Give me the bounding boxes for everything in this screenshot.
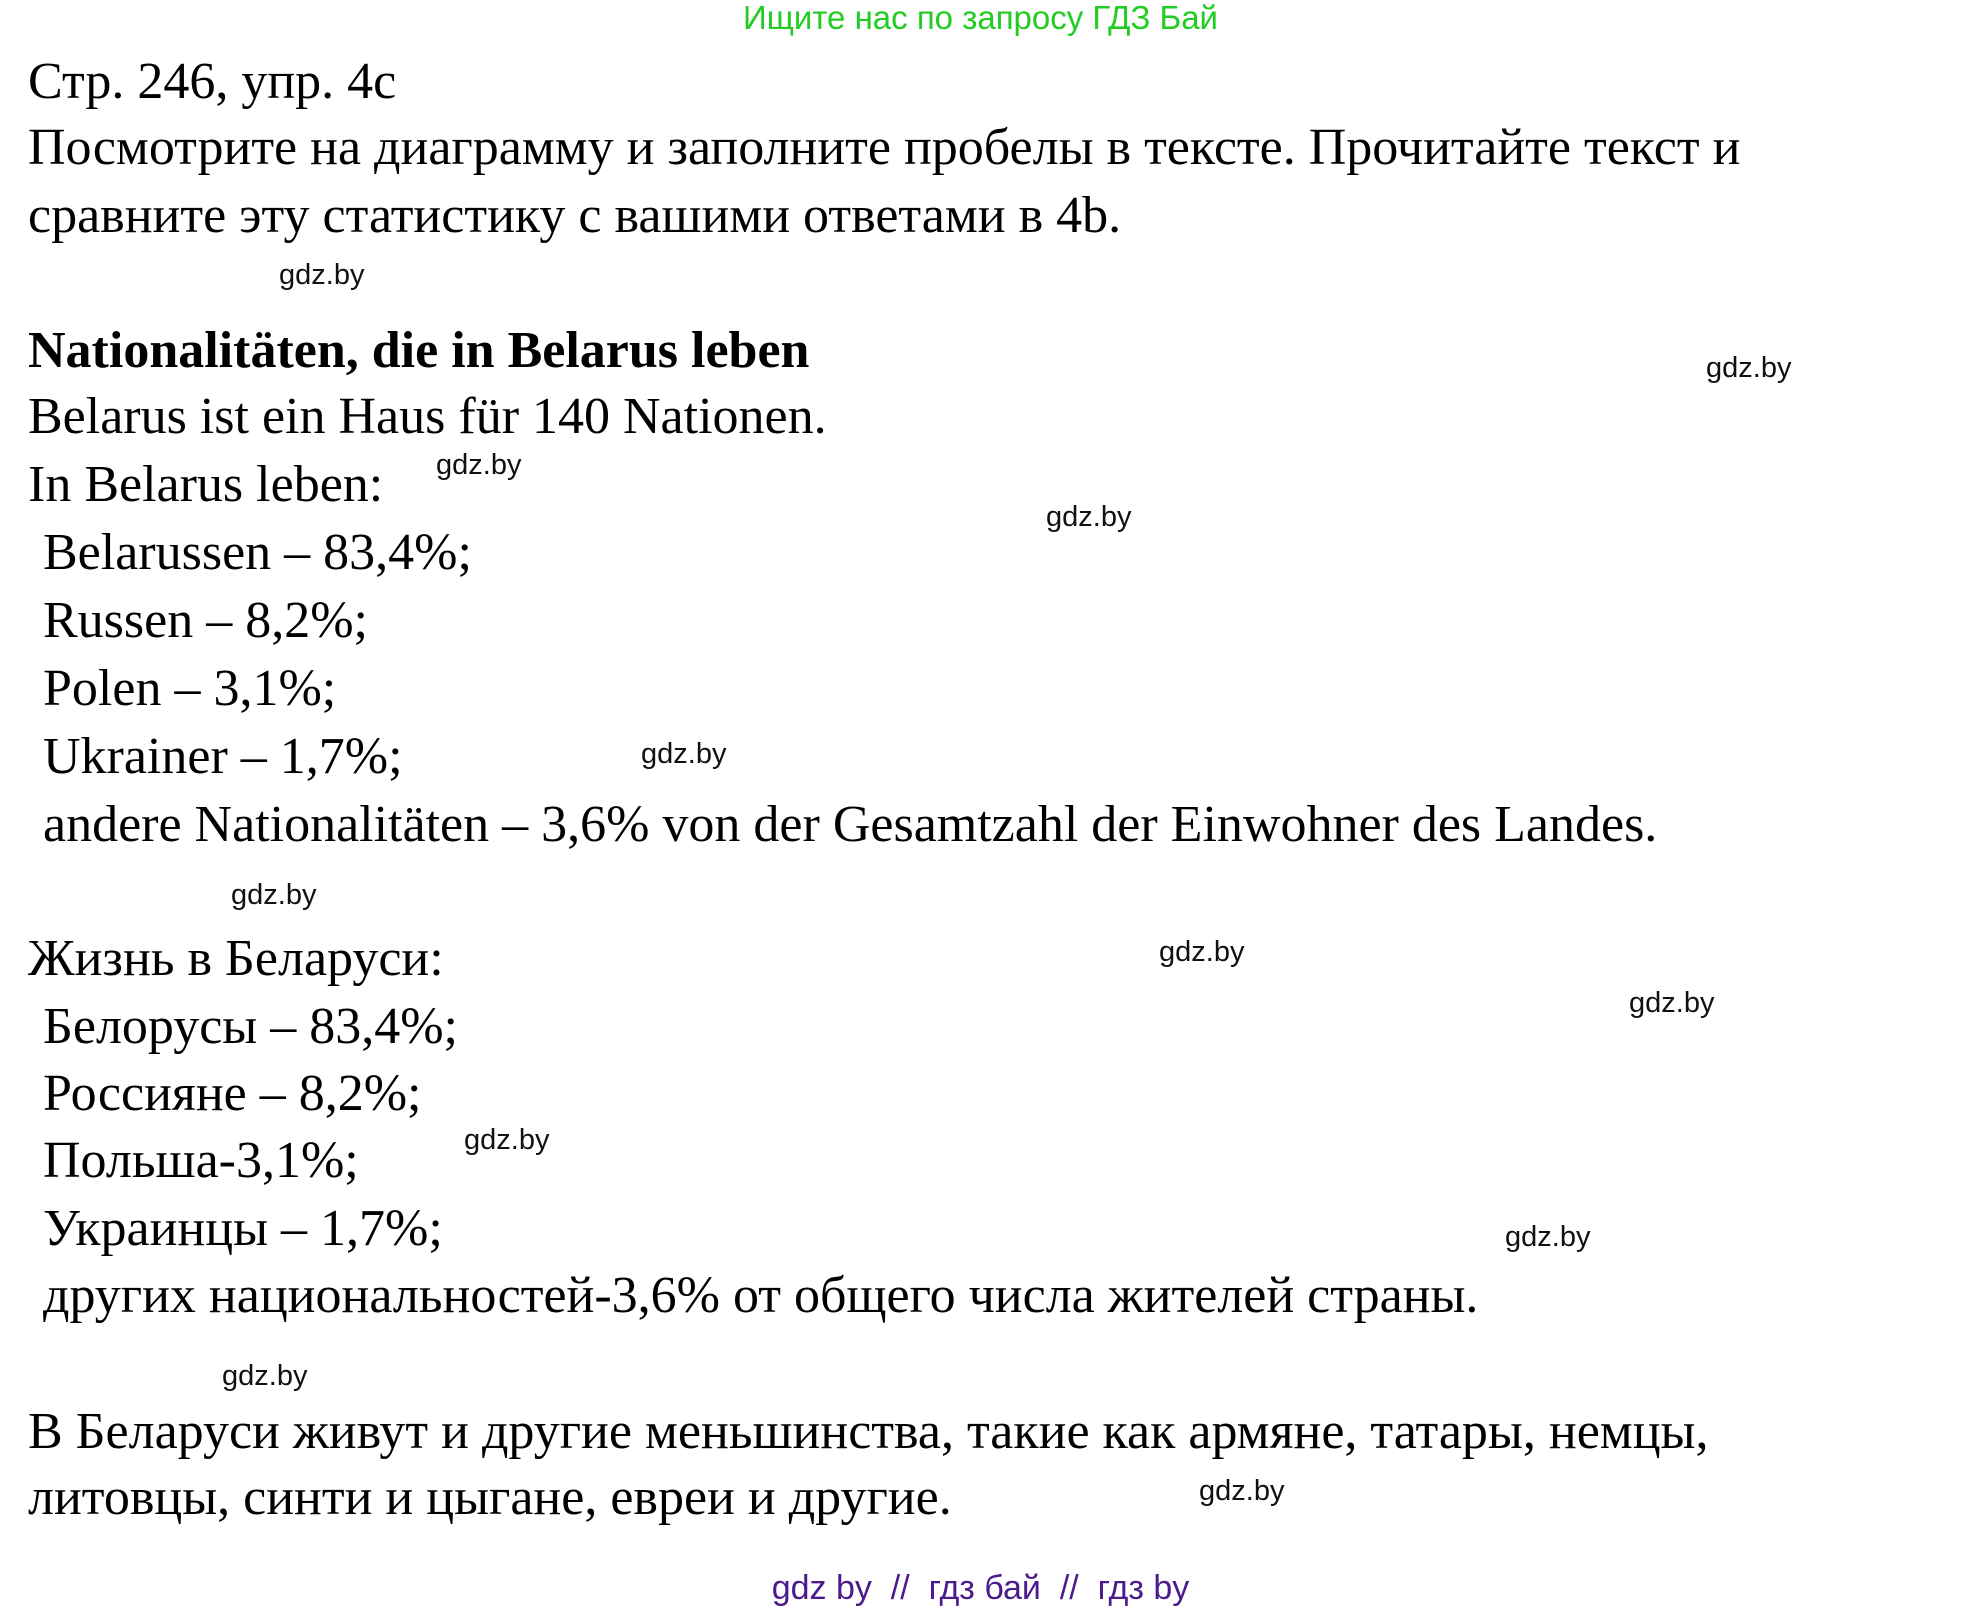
russian-item: Белорусы – 83,4%;	[43, 998, 458, 1055]
russian-item: других национальностей-3,6% от общего числа жителей страны.	[43, 1267, 1479, 1324]
german-item: andere Nationalitäten – 3,6% von der Gesamtzahl der Einwohner des Landes.	[43, 796, 1658, 853]
watermark: gdz.by	[1505, 1221, 1591, 1253]
german-heading: Nationalitäten, die in Belarus leben	[28, 322, 810, 379]
watermark: gdz.by	[1159, 936, 1245, 968]
watermark: gdz.by	[1199, 1475, 1285, 1507]
german-item: Ukrainer – 1,7%;	[43, 728, 403, 785]
watermark: gdz.by	[222, 1360, 308, 1392]
closing-line-1: В Беларуси живут и другие меньшинства, такие как армяне, татары, немцы,	[28, 1403, 1709, 1460]
task-title: Стр. 246, упр. 4c	[28, 53, 397, 110]
german-item: Polen – 3,1%;	[43, 660, 337, 717]
russian-item: Украинцы – 1,7%;	[43, 1200, 443, 1257]
russian-item: Россияне – 8,2%;	[43, 1065, 422, 1122]
watermark: gdz.by	[464, 1124, 550, 1156]
german-intro: Belarus ist ein Haus für 140 Nationen.	[28, 388, 827, 445]
footer-links: gdz by // гдз бай // гдз by	[771, 1569, 1190, 1607]
german-item: Belarussen – 83,4%;	[43, 524, 472, 581]
watermark: gdz.by	[231, 879, 317, 911]
watermark: gdz.by	[1629, 987, 1715, 1019]
russian-item: Польша-3,1%;	[43, 1132, 359, 1189]
german-item: Russen – 8,2%;	[43, 592, 368, 649]
watermark: gdz.by	[641, 738, 727, 770]
watermark: gdz.by	[279, 259, 365, 291]
watermark: gdz.by	[1706, 352, 1792, 384]
watermark: gdz.by	[436, 449, 522, 481]
instruction-line-1: Посмотрите на диаграмму и заполните пробелы в тексте. Прочитайте текст и	[28, 119, 1741, 176]
german-lead: In Belarus leben:	[28, 456, 384, 513]
search-banner: Ищите нас по запросу ГДЗ Бай	[743, 0, 1218, 36]
russian-lead: Жизнь в Беларуси:	[28, 930, 444, 987]
closing-line-2: литовцы, синти и цыгане, евреи и другие.	[28, 1469, 952, 1526]
instruction-line-2: сравните эту статистику с вашими ответами в 4b.	[28, 187, 1122, 244]
watermark: gdz.by	[1046, 501, 1132, 533]
